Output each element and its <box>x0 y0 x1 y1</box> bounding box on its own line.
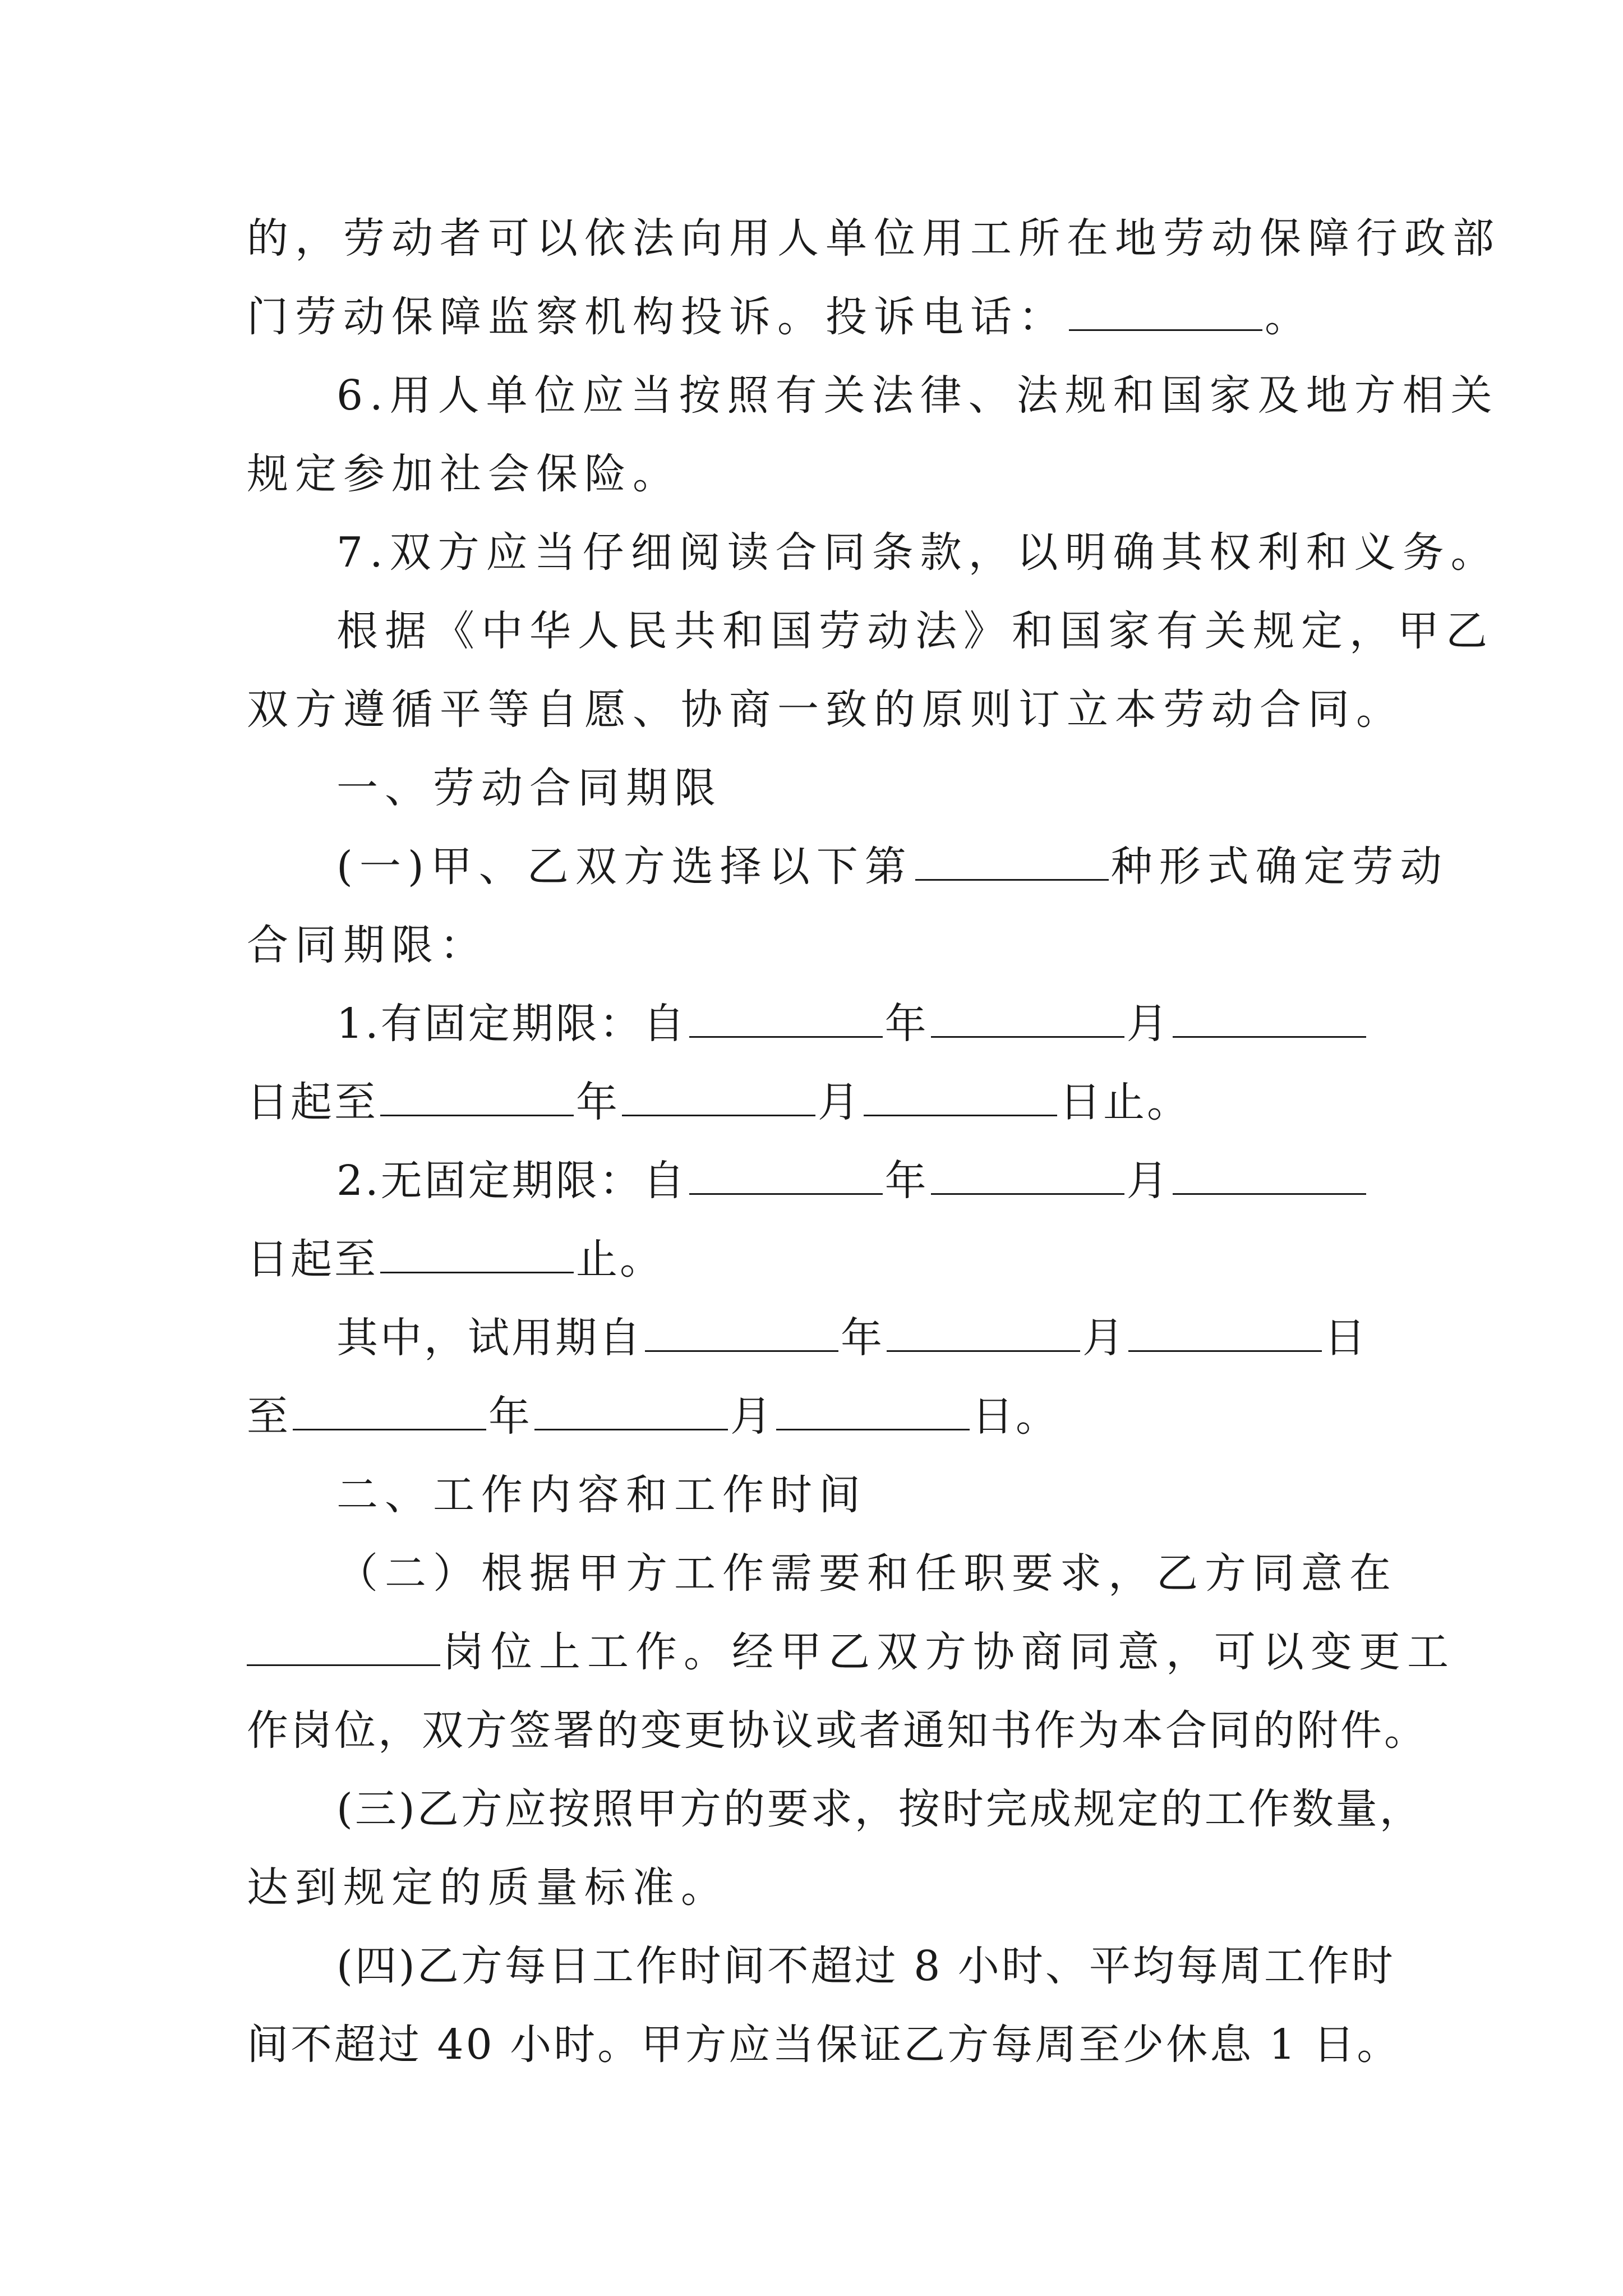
line-text: 间不超过 40 小时。甲方应当保证乙方每周至少休息 1 日。 <box>247 2021 1401 2069</box>
line-text: 月 <box>1126 1157 1170 1205</box>
line-text: 年 <box>576 1078 620 1126</box>
line-text: 年 <box>841 1314 884 1362</box>
fill-in-blank[interactable] <box>1173 999 1366 1038</box>
line-text: 二、工作内容和工作时间 <box>336 1471 867 1519</box>
line-text: 7.双方应当仔细阅读合同条款，以明确其权利和义务。 <box>336 528 1499 577</box>
line-text: 至 <box>247 1392 291 1441</box>
fill-in-blank[interactable] <box>622 1078 815 1116</box>
line-text: 作岗位，双方签署的变更协议或者通知书作为本合同的附件。 <box>247 1706 1428 1755</box>
text-line <box>247 1077 1191 1128</box>
text-line <box>336 606 1494 656</box>
fill-in-blank[interactable] <box>915 842 1109 881</box>
text-line <box>247 213 1501 264</box>
text-line <box>247 292 1313 342</box>
text-line <box>247 1234 663 1285</box>
fill-in-blank[interactable] <box>1173 1156 1366 1195</box>
line-text: 月 <box>730 1392 774 1441</box>
line-text: （二）根据甲方工作需要和任职要求，乙方同意在 <box>336 1549 1398 1598</box>
text-line <box>247 920 488 970</box>
line-text: (一)甲、乙双方选择以下第 <box>336 843 913 891</box>
line-text: (三)乙方应按照甲方的要求，按时完成规定的工作数量， <box>336 1785 1423 1833</box>
section-heading <box>336 1470 867 1520</box>
line-text: 合同期限： <box>247 921 488 969</box>
line-text: 1.有固定期限：自 <box>336 1000 687 1048</box>
line-text: 日。 <box>972 1392 1059 1441</box>
text-line <box>336 1784 1423 1834</box>
line-text: 年 <box>488 1392 532 1441</box>
fill-in-blank[interactable] <box>887 1313 1080 1352</box>
fill-in-blank[interactable] <box>689 999 883 1038</box>
line-text: 一、劳动合同期限 <box>336 764 722 812</box>
line-text: 止。 <box>576 1235 663 1283</box>
text-line <box>336 999 1368 1049</box>
line-text: 日 <box>1324 1314 1368 1362</box>
line-text: 双方遵循平等自愿、协商一致的原则订立本劳动合同。 <box>247 685 1404 734</box>
text-line <box>247 684 1404 735</box>
fill-in-blank[interactable] <box>689 1156 883 1195</box>
fill-in-blank[interactable] <box>380 1078 574 1116</box>
line-text: 门劳动保障监察机构投诉。投诉电话： <box>247 293 1067 341</box>
line-text: 的，劳动者可以依法向用人单位用工所在地劳动保障行政部 <box>247 214 1501 263</box>
line-text: 规定参加社会保险。 <box>247 450 681 498</box>
fill-in-blank[interactable] <box>864 1078 1057 1116</box>
fill-in-blank[interactable] <box>1069 292 1262 331</box>
line-text: 达到规定的质量标准。 <box>247 1864 729 1912</box>
line-text: 年 <box>884 1157 929 1205</box>
fill-in-blank[interactable] <box>931 1156 1124 1195</box>
line-text: 种形式确定劳动 <box>1110 843 1449 891</box>
text-line <box>247 1862 729 1913</box>
fill-in-blank[interactable] <box>645 1313 838 1352</box>
section-heading <box>336 763 722 813</box>
line-text: 岗位上工作。经甲乙双方协商同意，可以变更工 <box>442 1628 1455 1676</box>
line-text: 日起至 <box>247 1235 378 1283</box>
text-line <box>247 1705 1428 1756</box>
text-line <box>247 1391 1059 1442</box>
line-text: (四)乙方每日工作时间不超过 8 小时、平均每周工作时 <box>336 1942 1395 1990</box>
fill-in-blank[interactable] <box>534 1392 728 1430</box>
text-line <box>336 370 1499 421</box>
text-line <box>336 841 1449 892</box>
fill-in-blank[interactable] <box>247 1627 440 1666</box>
text-line <box>336 527 1499 578</box>
line-text: 根据《中华人民共和国劳动法》和国家有关规定，甲乙 <box>336 607 1494 655</box>
line-text: 月 <box>1082 1314 1126 1362</box>
text-line <box>247 1627 1455 1677</box>
fill-in-blank[interactable] <box>1128 1313 1322 1352</box>
line-text: 年 <box>884 1000 929 1048</box>
fill-in-blank[interactable] <box>380 1235 574 1273</box>
text-line <box>336 1313 1368 1363</box>
text-line <box>247 449 681 499</box>
fill-in-blank[interactable] <box>931 999 1124 1038</box>
text-line <box>247 2019 1400 2070</box>
fill-in-blank[interactable] <box>293 1392 486 1430</box>
line-text: 月 <box>818 1078 861 1126</box>
text-line <box>336 1941 1395 1991</box>
line-text: 月 <box>1126 1000 1170 1048</box>
text-line <box>336 1156 1368 1206</box>
line-text: 2.无固定期限：自 <box>336 1157 687 1205</box>
fill-in-blank[interactable] <box>776 1392 970 1430</box>
text-line <box>336 1548 1398 1599</box>
line-text: 。 <box>1265 293 1313 341</box>
line-text: 日止。 <box>1059 1078 1191 1126</box>
line-text: 其中，试用期自 <box>336 1314 643 1362</box>
line-text: 6.用人单位应当按照有关法律、法规和国家及地方相关 <box>336 371 1499 420</box>
line-text: 日起至 <box>247 1078 378 1126</box>
